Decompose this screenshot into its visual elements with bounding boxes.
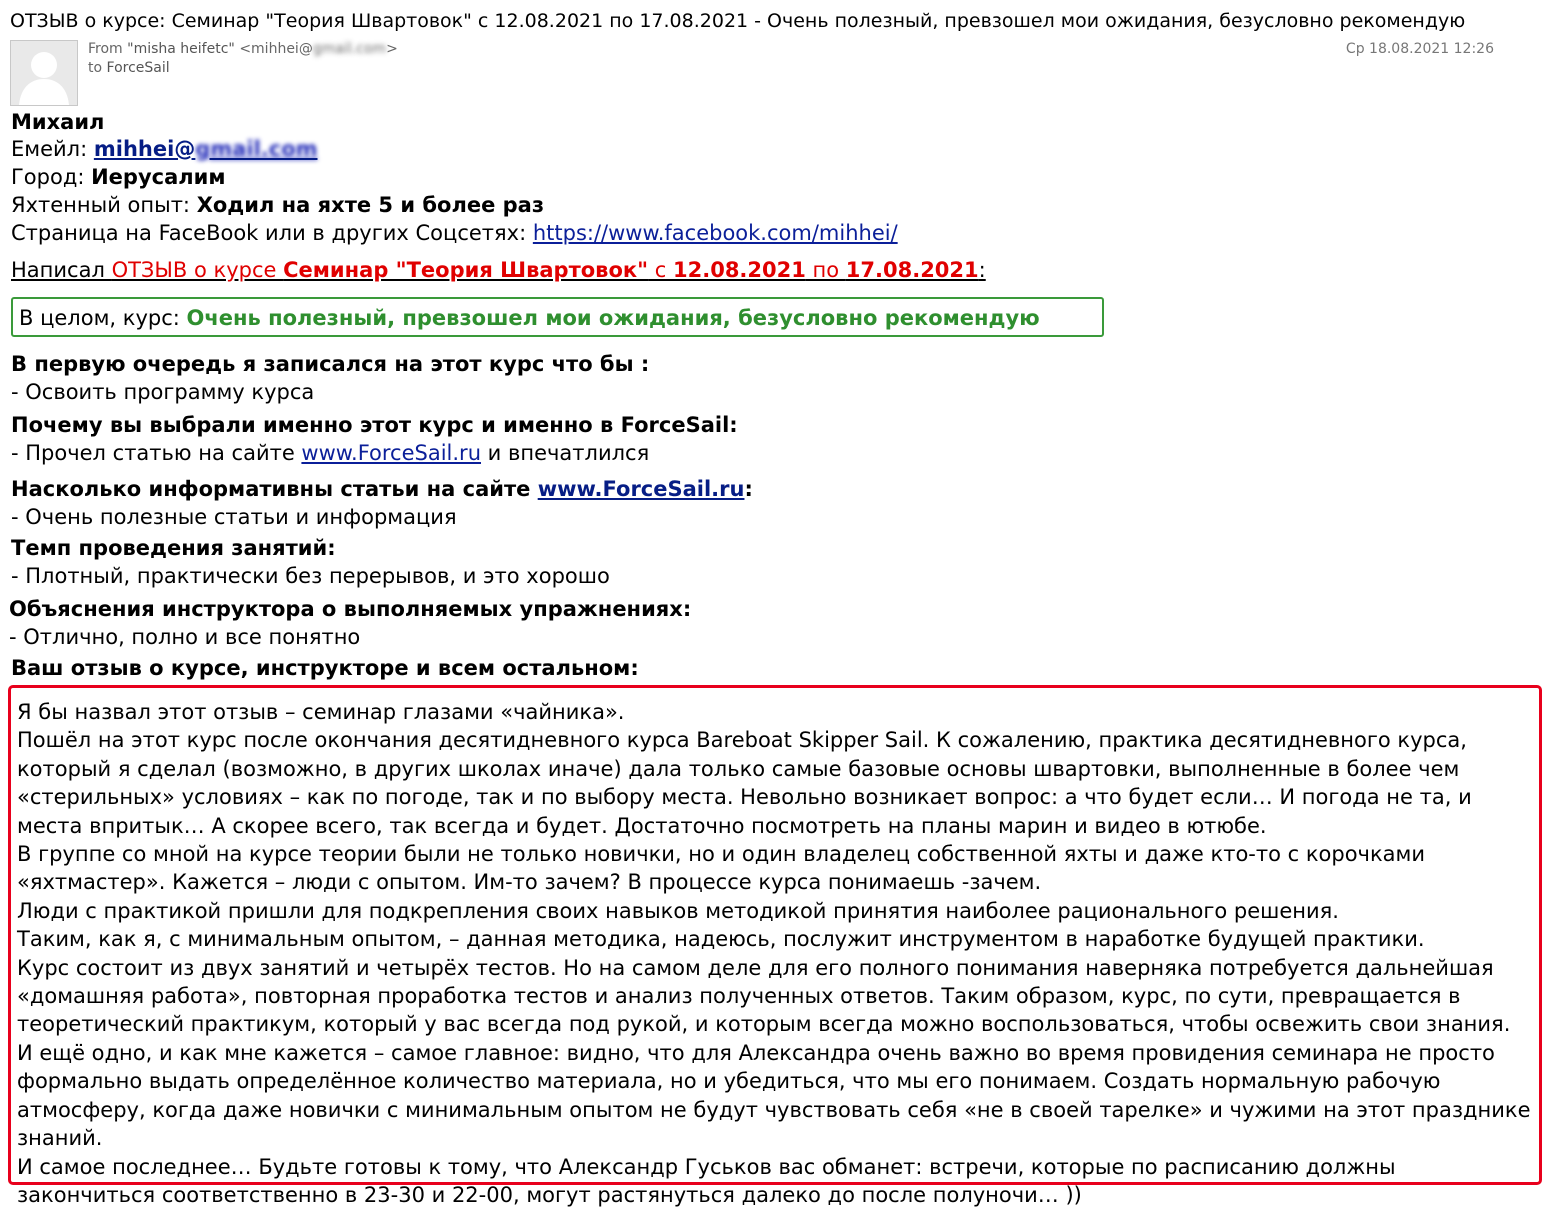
overall-summary-box <box>11 297 1104 337</box>
review-paragraph: Пошёл на этот курс после окончания десятидневного курса Bareboat Skipper Sail. К сожалению, практика десятидневного курса, который я сделал (возможно, в других школах иначе) дала только самые базовые основы швартовки, выполненные в более чем «стерильных» условиях – как по погоде, так и по выбору места. Невольно возникает вопрос: а что будет если… И погода не та, и места впритык… А скорее всего, так всегда и будет. Достаточно посмотреть на планы марин и видео в ютюбе. <box>17 726 1533 840</box>
facebook-link[interactable]: https://www.facebook.com/mihhei/ <box>533 221 898 245</box>
answer-2-pre: - Прочел статью на сайте <box>11 441 301 465</box>
email-date: Ср 18.08.2021 12:26 <box>1346 40 1494 59</box>
from-name[interactable]: "misha heifetc" <box>127 41 235 57</box>
question-4: Темп проведения занятий: <box>11 534 336 562</box>
social-row <box>11 219 898 247</box>
sender-avatar <box>10 40 78 106</box>
city-row <box>11 163 226 191</box>
to-name[interactable]: ForceSail <box>107 60 170 76</box>
city-label: Город: <box>11 165 91 189</box>
wrote-review-line <box>11 256 986 284</box>
question-2: Почему вы выбрали именно этот курс и именно в ForceSail: <box>11 411 738 439</box>
question-3-post: : <box>744 477 752 501</box>
answer-1: - Освоить программу курса <box>11 378 314 406</box>
review-paragraph: Таким, как я, с минимальным опытом, – данная методика, надеюсь, послужит инструментом в наработке будущей практики. <box>17 925 1533 953</box>
forcesail-link[interactable]: www.ForceSail.ru <box>301 441 481 465</box>
email-row <box>11 135 318 163</box>
review-paragraph: И самое последнее… Будьте готовы к тому, что Александр Гуськов вас обманет: встречи, которые по расписанию должны закончиться соответственно в 23-30 и 22-00, могут растянуться далеко до после полуночи… )) <box>17 1153 1533 1209</box>
email-link[interactable] <box>94 137 318 161</box>
email-subject: ОТЗЫВ о курсе: Семинар "Теория Швартовок" с 12.08.2021 по 17.08.2021 - Очень полезный, превзошел мои ожидания, безусловно рекомендую <box>10 8 1540 34</box>
review-paragraph: Я бы назвал этот отзыв – семинар глазами «чайника». <box>17 698 1533 726</box>
to-label: to <box>88 60 102 76</box>
wrote-suffix: : <box>979 258 986 282</box>
from-email-end: > <box>386 41 398 57</box>
from-email[interactable]: <mihhei@ <box>239 41 313 57</box>
person-name: Михаил <box>11 108 104 136</box>
from-label: From <box>88 41 123 57</box>
review-paragraph: И ещё одно, и как мне кажется – самое главное: видно, что для Александра очень важно во время провидения семинара не просто формально выдать определённое количество материала, но и убедиться, что мы его понимаем. Создать нормальную рабочую атмосферу, когда даже новички с минимальным опытом не будут чувствовать себя «не в своей тарелке» и чужими на этот празднике знаний. <box>17 1039 1533 1153</box>
experience-label: Яхтенный опыт: <box>11 193 197 217</box>
email-link-text[interactable]: mihhei@ <box>94 137 195 161</box>
answer-4: - Плотный, практически без перерывов, и это хорошо <box>11 562 610 590</box>
summary-value: Очень полезный, превзошел мои ожидания, безусловно рекомендую <box>187 306 1040 330</box>
to-line <box>88 59 398 78</box>
wrote-date-from: 12.08.2021 <box>673 258 806 282</box>
answer-5: - Отлично, полно и все понятно <box>9 623 360 651</box>
review-paragraph: Люди с практикой пришли для подкрепления своих навыков методикой принятия наиболее рационального решения. <box>17 897 1533 925</box>
question-1: В первую очередь я записался на этот курс что бы : <box>11 350 649 378</box>
from-email-blurred: gmail.com <box>313 41 386 57</box>
answer-2-post: и впечатлился <box>481 441 649 465</box>
wrote-to-word: по <box>806 258 846 282</box>
email-link-blurred: gmail.com <box>195 137 317 161</box>
summary-label: В целом, курс: <box>19 306 187 330</box>
question-3 <box>11 475 753 503</box>
email-label: Емейл: <box>11 137 94 161</box>
from-line <box>88 40 398 59</box>
question-5: Объяснения инструктора о выполняемых упражнениях: <box>9 595 691 623</box>
city-value: Иерусалим <box>91 165 225 189</box>
wrote-course: Семинар "Теория Швартовок" <box>283 258 648 282</box>
question-6: Ваш отзыв о курсе, инструкторе и всем остальном: <box>11 654 639 682</box>
wrote-date-to: 17.08.2021 <box>846 258 979 282</box>
experience-row <box>11 191 544 219</box>
question-3-pre: Насколько информативны статьи на сайте <box>11 477 538 501</box>
wrote-review-word: ОТЗЫВ о курсе <box>112 258 284 282</box>
answer-3: - Очень полезные статьи и информация <box>11 503 457 531</box>
sender-meta <box>88 40 398 78</box>
social-label: Страница на FaceBook или в других Соцсетях: <box>11 221 533 245</box>
user-silhouette-icon <box>11 41 77 105</box>
review-paragraph: В группе со мной на курсе теории были не только новички, но и один владелец собственной яхты и даже кто-то с корочками «яхтмастер». Кажется – люди с опытом. Им-то зачем? В процессе курса понимаешь -зачем. <box>17 840 1533 897</box>
forcesail-link-bold[interactable]: www.ForceSail.ru <box>538 477 745 501</box>
answer-2 <box>11 439 649 467</box>
wrote-from-word: с <box>648 258 673 282</box>
review-text-box <box>8 685 1542 1185</box>
review-paragraph: Курс состоит из двух занятий и четырёх тестов. Но на самом деле для его полного понимания наверняка потребуется дальнейшая «домашняя работа», повторная проработка тестов и анализ полученных ответов. Таким образом, курс, по сути, превращается в теоретический практикум, который у вас всегда под рукой, и которым всегда можно воспользоваться, чтобы освежить свои знания. <box>17 954 1533 1039</box>
experience-value: Ходил на яхте 5 и более раз <box>197 193 544 217</box>
wrote-prefix: Написал <box>11 258 112 282</box>
